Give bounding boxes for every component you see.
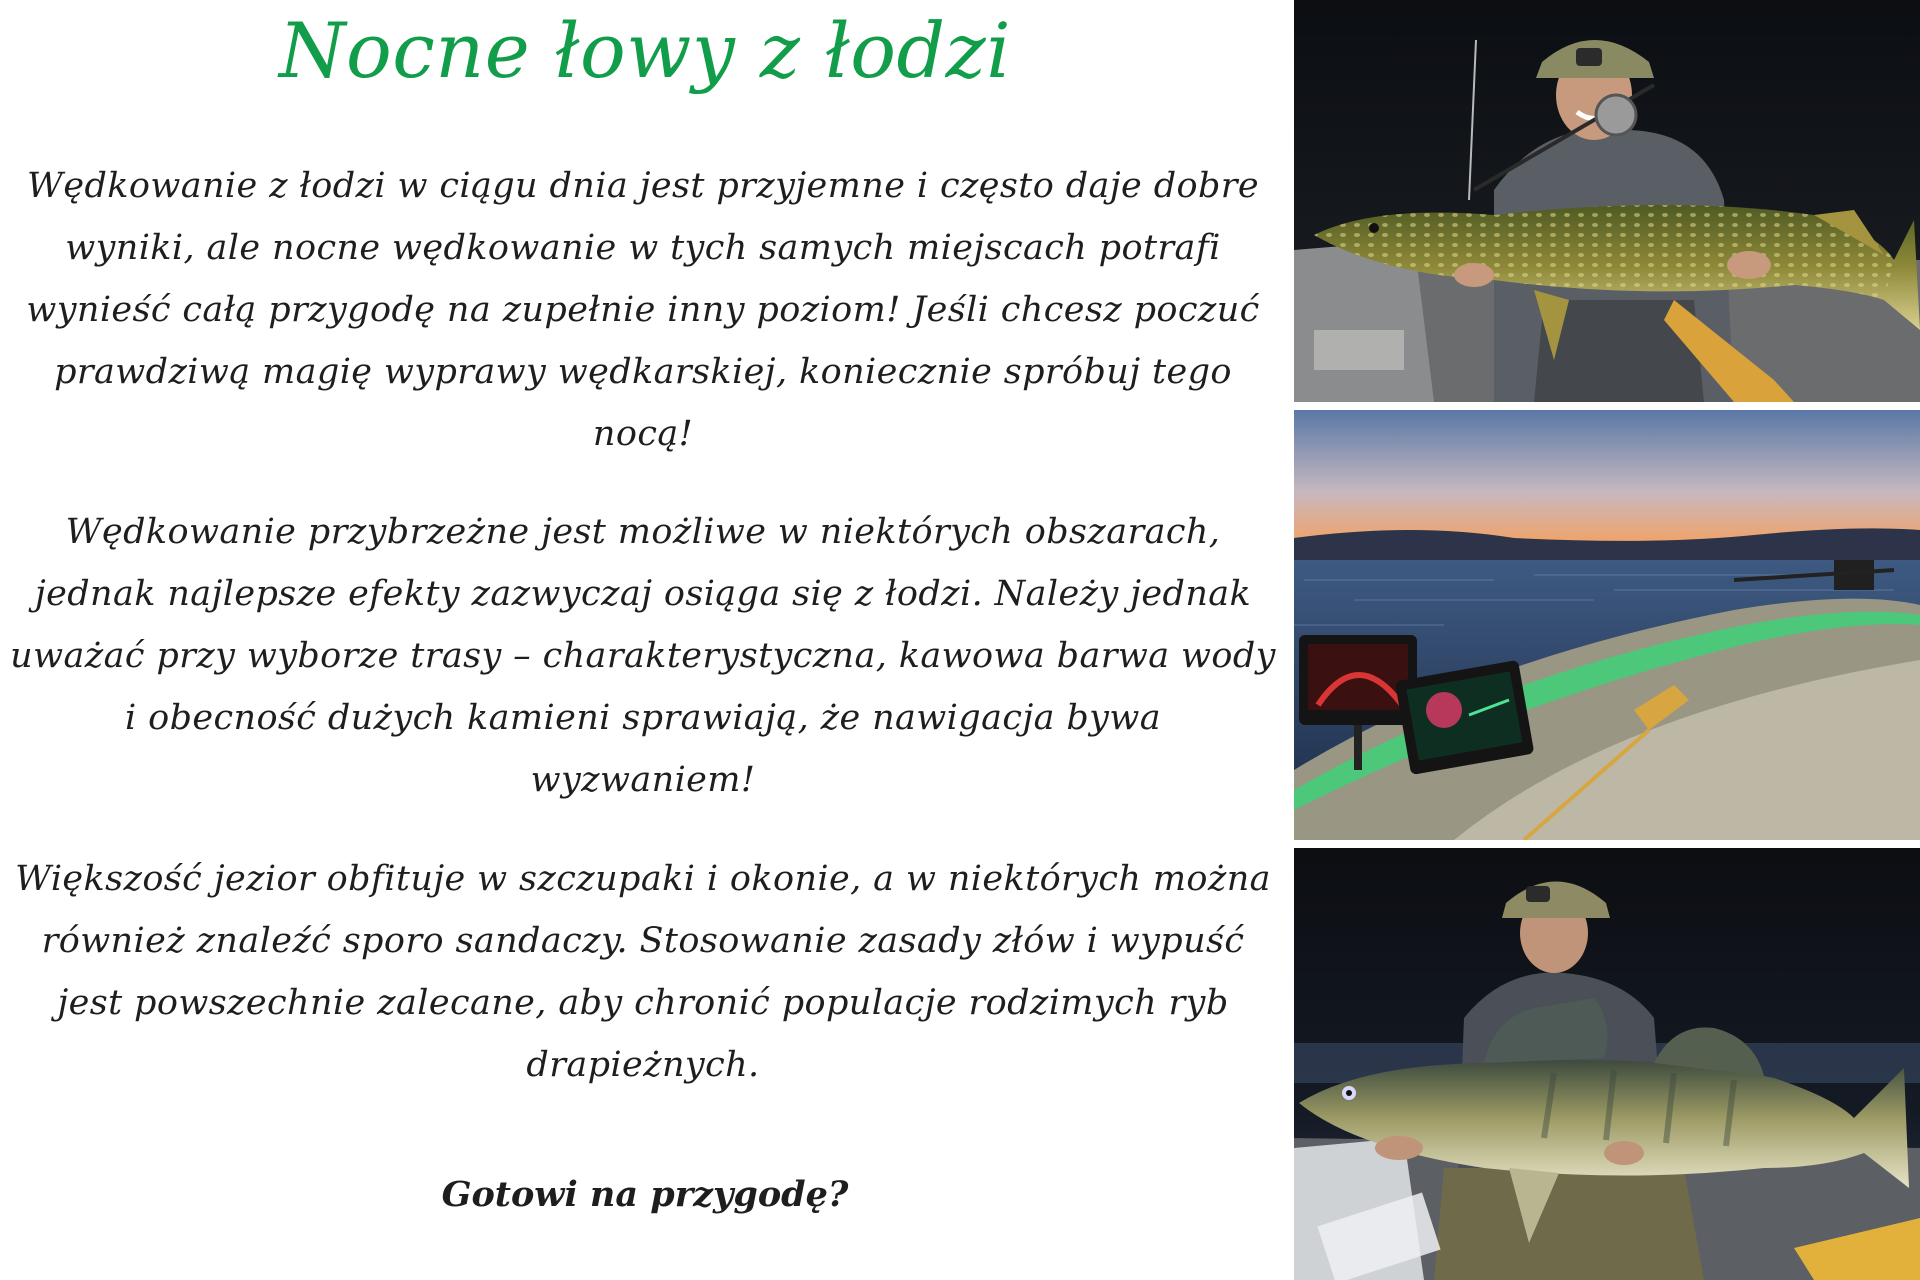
closing-question: Gotowi na przygodę? (441, 1174, 849, 1215)
paragraph-intro: Wędkowanie z łodzi w ciągu dnia jest przyjemne i często daje dobre wyniki, ale nocne wędkowanie w tych samych miejscach potrafi wynieść całą przygodę na zupełnie inny poziom! Jeśli chcesz poczuć prawdziwą magię wyprawy wędkarskiej, koniecznie spróbuj tego nocą! (26, 166, 1260, 454)
paragraph-shore-fishing: Wędkowanie przybrzeżne jest możliwe w niektórych obszarach, jednak najlepsze efekty zazwyczaj osiąga się z łodzi. Należy jednak uważać przy wyborze trasy – charakterystyczna, kawowa barwa wody i obecność dużych kamieni sprawiają, że nawigacja bywa wyzwaniem! (10, 512, 1276, 800)
article-title: Nocne łowy z łodzi (278, 6, 1012, 95)
photo-boat-sonar-sunset (1294, 410, 1920, 840)
photo-angler-with-zander (1294, 848, 1920, 1280)
paragraph-species: Większość jezior obfituje w szczupaki i okonie, a w niektórych można również znaleźć sporo sandaczy. Stosowanie zasady złów i wypuść jest powszechnie zalecane, aby chronić populacje rodzimych ryb drapieżnych. (15, 859, 1271, 1085)
photo-angler-with-pike (1294, 0, 1920, 402)
